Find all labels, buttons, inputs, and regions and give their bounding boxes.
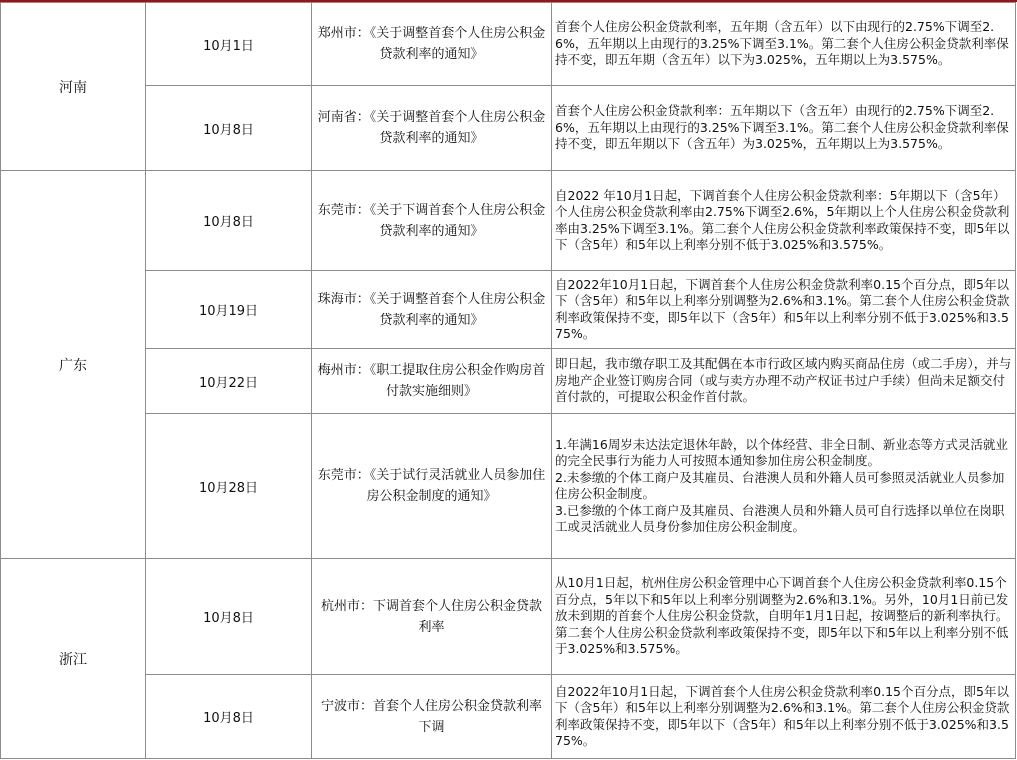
table-row (1, 559, 1016, 675)
content-cell: 自2022年10月1日起，下调首套个人住房公积金贷款利率0.15个百分点，即5年以下（含5年）和5年以上利率分别调整为2.6%和3.1%。第二套个人住房公积金贷款利率政策保持不变，即5年以下（含5年）和5年以上利率分别不低于3.025%和3.575%。 (552, 271, 1016, 349)
province-cell: 河南 (1, 3, 146, 171)
province-cell: 广东 (1, 171, 146, 559)
document-cell: 东莞市：《关于下调首套个人住房公积金贷款利率的通知》 (312, 171, 552, 271)
date-cell: 10月28日 (146, 414, 312, 559)
content-cell (552, 414, 1016, 559)
date-cell: 10月19日 (146, 271, 312, 349)
date-cell: 10月8日 (146, 675, 312, 759)
date-cell: 10月8日 (146, 171, 312, 271)
document-cell: 宁波市：首套个人住房公积金贷款利率下调 (312, 675, 552, 759)
table-row (1, 675, 1016, 759)
content-cell: 从10月1日起，杭州住房公积金管理中心下调首套个人住房公积金贷款利率0.15个百分点，5年以下和5年以上利率分别调整为2.6%和3.1%。另外，10月1日前已发放未到期的首套个人住房公积金贷款，自明年1月1日起，按调整后的新利率执行。第二套个人住房公积金贷款利率政策保持不变，即5年以下和5年以上利率分别不低于3.025%和3.575%。 (552, 559, 1016, 675)
housing-fund-policy-table (0, 2, 1016, 759)
table-row (1, 414, 1016, 559)
table-row (1, 171, 1016, 271)
date-cell: 10月8日 (146, 559, 312, 675)
table-row (1, 271, 1016, 349)
document-cell: 东莞市：《关于试行灵活就业人员参加住房公积金制度的通知》 (312, 414, 552, 559)
province-cell: 浙江 (1, 559, 146, 759)
document-cell: 郑州市：《关于调整首套个人住房公积金贷款利率的通知》 (312, 3, 552, 86)
document-cell: 杭州市：下调首套个人住房公积金贷款利率 (312, 559, 552, 675)
document-cell: 梅州市：《职工提取住房公积金作购房首付款实施细则》 (312, 349, 552, 414)
content-cell: 即日起，我市缴存职工及其配偶在本市行政区域内购买商品住房（或二手房），并与房地产企业签订购房合同（或与卖方办理不动产权证书过户手续）但尚未足额交付首付款的，可提取公积金作首付款。 (552, 349, 1016, 414)
table-row (1, 349, 1016, 414)
date-cell: 10月8日 (146, 86, 312, 171)
content-cell: 首套个人住房公积金贷款利率：五年期以下（含五年）由现行的2.75%下调至2.6%，五年期以上由现行的3.25%下调至3.1%。第二套个人住房公积金贷款利率保持不变，即五年期以下（含五年）为3.025%，五年期以上为3.575%。 (552, 86, 1016, 171)
content-item-2: 2.未参缴的个体工商户及其雇员、台港澳人员和外籍人员可参照灵活就业人员参加住房公积金制度。 (555, 469, 1005, 501)
document-cell: 珠海市：《关于调整首套个人住房公积金贷款利率的通知》 (312, 271, 552, 349)
date-cell: 10月1日 (146, 3, 312, 86)
date-cell: 10月22日 (146, 349, 312, 414)
content-cell: 首套个人住房公积金贷款利率，五年期（含五年）以下由现行的2.75%下调至2.6%，五年期以上由现行的3.25%下调至3.1%。第二套个人住房公积金贷款利率保持不变，即五年期（含五年）以下为3.025%，五年期以上为3.575%。 (552, 3, 1016, 86)
content-item-3: 3.已参缴的个体工商户及其雇员、台港澳人员和外籍人员可自行选择以单位在岗职工或灵活就业人员身份参加住房公积金制度。 (555, 502, 1005, 534)
table-row (1, 3, 1016, 86)
table-row (1, 86, 1016, 171)
content-cell: 自2022年10月1日起，下调首套个人住房公积金贷款利率0.15个百分点，即5年以下（含5年）和5年以上利率分别调整为2.6%和3.1%。第二套个人住房公积金贷款利率政策保持不变，即5年以下（含5年）和5年以上利率分别不低于3.025%和3.575%。 (552, 675, 1016, 759)
document-cell: 河南省：《关于调整首套个人住房公积金贷款利率的通知》 (312, 86, 552, 171)
content-cell: 自2022 年10月1日起，下调首套个人住房公积金贷款利率：5年期以下（含5年）个人住房公积金贷款利率由2.75%下调至2.6%，5年期以上个人住房公积金贷款利率由3.25%下调至3.1%。第二套个人住房公积金贷款利率政策保持不变，即5年以下（含5年）和5年以上利率分别不低于3.025%和3.575%。 (552, 171, 1016, 271)
content-item-1: 1.年满16周岁未达法定退休年龄，以个体经营、非全日制、新业态等方式灵活就业的完全民事行为能力人可按照本通知参加住房公积金制度。 (555, 436, 1008, 468)
